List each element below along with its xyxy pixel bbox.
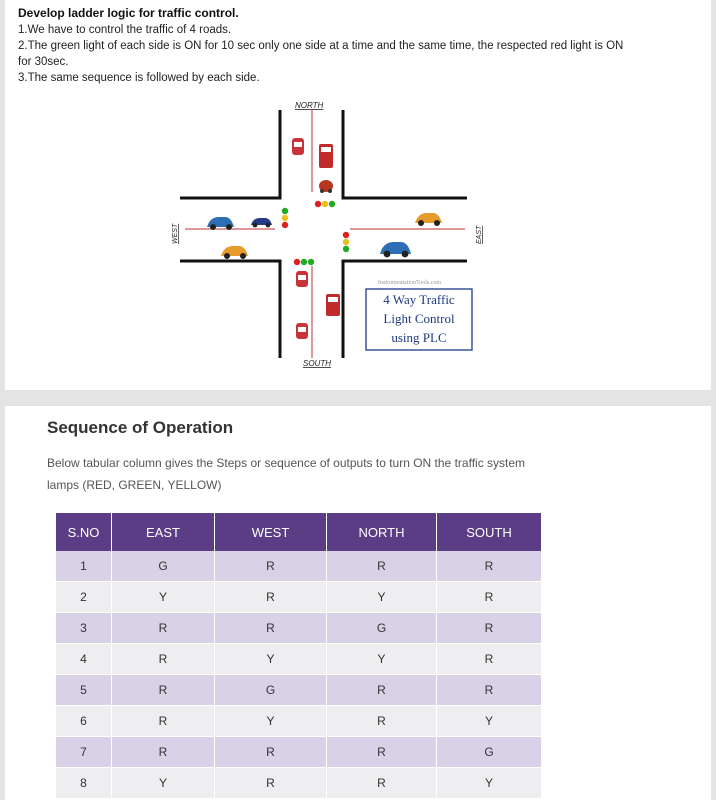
cell-south: R	[437, 675, 542, 706]
south-label: SOUTH	[303, 359, 331, 368]
car-icon	[251, 218, 272, 227]
cell-sno: 4	[56, 644, 112, 675]
cell-north: R	[327, 551, 437, 582]
cell-south: Y	[437, 706, 542, 737]
cell-south: R	[437, 551, 542, 582]
cell-south: R	[437, 613, 542, 644]
header-west: WEST	[215, 513, 327, 551]
cell-sno: 5	[56, 675, 112, 706]
watermark-text: InstrumentationTools.com	[378, 280, 442, 286]
car-icon	[319, 180, 333, 193]
table-row	[56, 644, 542, 675]
table-row	[56, 706, 542, 737]
cell-west: Y	[215, 644, 327, 675]
table-row	[56, 768, 542, 799]
bus-icon	[326, 294, 340, 316]
cell-east: R	[112, 737, 215, 768]
cell-west: R	[215, 737, 327, 768]
cell-sno: 1	[56, 551, 112, 582]
cell-west: R	[215, 613, 327, 644]
west-label: WEST	[172, 223, 179, 244]
cell-north: R	[327, 706, 437, 737]
car-icon	[221, 246, 248, 259]
cell-north: Y	[327, 582, 437, 613]
cell-sno: 2	[56, 582, 112, 613]
problem-line-3: for 30sec.	[18, 56, 69, 68]
car-icon	[380, 242, 411, 257]
section-title: Sequence of Operation	[47, 418, 234, 437]
problem-line-1: 1.We have to control the traffic of 4 roads.	[18, 24, 232, 36]
cell-north: R	[327, 768, 437, 799]
sequence-panel	[5, 406, 711, 800]
header-east: EAST	[112, 513, 215, 551]
section-description: Below tabular column gives the Steps or sequence of outputs to turn ON the traffic system lamps (RED, GREEN, YELLOW)	[47, 456, 526, 492]
west-traffic-light	[282, 208, 288, 228]
cell-sno: 7	[56, 737, 112, 768]
sequence-table	[56, 513, 542, 799]
cell-east: R	[112, 644, 215, 675]
header-south: SOUTH	[437, 513, 542, 551]
header-north: NORTH	[327, 513, 437, 551]
problem-heading: Develop ladder logic for traffic control.	[18, 6, 239, 20]
problem-line-4: 3.The same sequence is followed by each side.	[18, 72, 260, 84]
bus-icon	[319, 144, 333, 168]
car-icon	[296, 271, 308, 287]
cell-south: Y	[437, 768, 542, 799]
east-traffic-light	[343, 232, 349, 252]
caption-line-2: Light Control	[383, 311, 455, 326]
north-label: NORTH	[295, 101, 324, 110]
problem-panel	[5, 0, 711, 390]
cell-north: R	[327, 737, 437, 768]
cell-west: R	[215, 582, 327, 613]
caption-line-3: using PLC	[391, 330, 447, 345]
car-icon	[207, 217, 234, 230]
cell-east: R	[112, 675, 215, 706]
cell-west: R	[215, 768, 327, 799]
table-row	[56, 737, 542, 768]
cell-east: R	[112, 613, 215, 644]
car-icon	[296, 323, 308, 339]
car-icon	[292, 138, 304, 155]
cell-east: R	[112, 706, 215, 737]
cell-north: G	[327, 613, 437, 644]
intersection-diagram	[172, 96, 495, 376]
car-icon	[415, 213, 442, 226]
cell-west: G	[215, 675, 327, 706]
north-traffic-light	[315, 201, 335, 207]
cell-west: R	[215, 551, 327, 582]
cell-east: Y	[112, 768, 215, 799]
caption-line-1: 4 Way Traffic	[383, 292, 455, 307]
east-label: EAST	[476, 225, 483, 244]
cell-west: Y	[215, 706, 327, 737]
cell-south: G	[437, 737, 542, 768]
table-row	[56, 613, 542, 644]
table-row	[56, 675, 542, 706]
table-row	[56, 582, 542, 613]
cell-sno: 8	[56, 768, 112, 799]
table-row	[56, 551, 542, 582]
south-traffic-light	[294, 259, 314, 265]
cell-east: G	[112, 551, 215, 582]
cell-sno: 6	[56, 706, 112, 737]
cell-sno: 3	[56, 613, 112, 644]
header-sno: S.NO	[56, 513, 112, 551]
cell-north: Y	[327, 644, 437, 675]
cell-south: R	[437, 644, 542, 675]
table-header-row	[56, 513, 542, 551]
cell-south: R	[437, 582, 542, 613]
cell-east: Y	[112, 582, 215, 613]
problem-line-2: 2.The green light of each side is ON for 10 sec only one side at a time and the same time, the respected red light is ON	[18, 40, 624, 52]
cell-north: R	[327, 675, 437, 706]
